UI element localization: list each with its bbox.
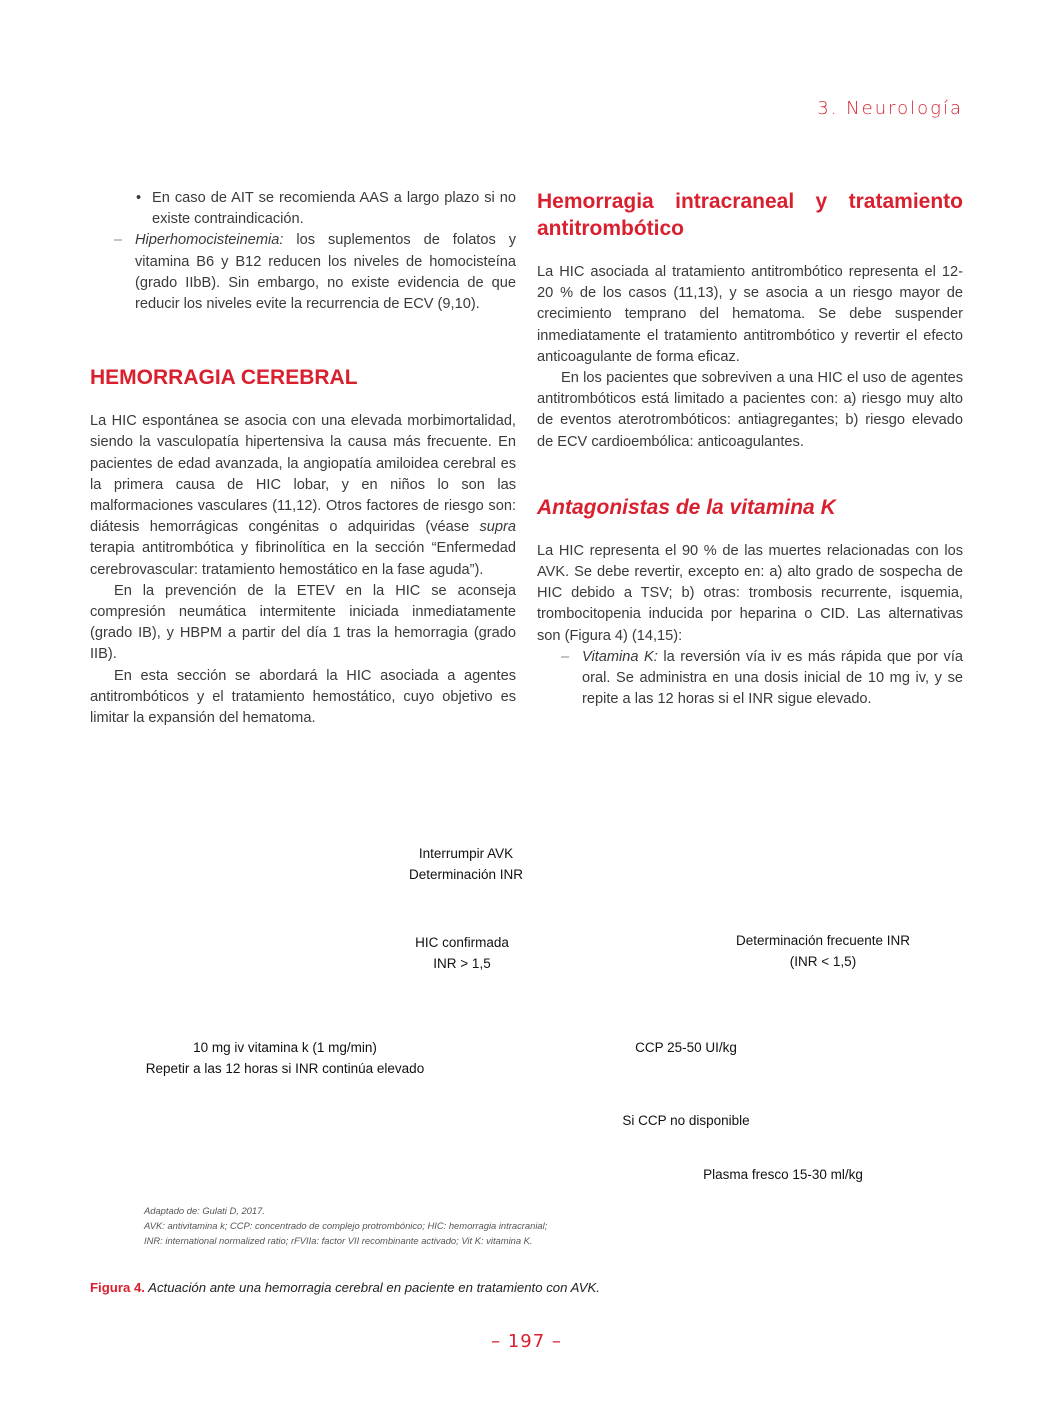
dash-term: Vitamina K: [582, 648, 658, 665]
flow-node-line: INR > 1,5 [433, 956, 491, 971]
dash-term: Hiperhomocisteinemia: [135, 232, 284, 249]
flow-node-line: 10 mg iv vitamina k (1 mg/min) [193, 1040, 377, 1055]
figure-caption-text: Actuación ante una hemorragia cerebral en paciente en tratamiento con AVK. [144, 1280, 600, 1295]
flow-node-ccp-unavailable: Si CCP no disponible [622, 1113, 750, 1128]
left-column [90, 188, 516, 729]
figure-caption-label: Figura 4. [90, 1280, 145, 1295]
paragraph: En los pacientes que sobreviven a una HIC el uso de agentes antitrombóticos está limitado a pacientes con: a) riesgo muy alto de eventos aterotrombóticos: antiagregantes; b) riesgo elevado de ECV cardioembólica: anticoagulantes. [537, 370, 963, 450]
dash-mark: – [114, 232, 123, 249]
dash-body: la reversión vía iv es más rápida que por vía oral. Se administra en una dosis inicial de 10 mg iv, y se repite a las 12 horas si el INR sigue elevado. [582, 648, 963, 708]
flow-node-ccp: CCP 25-50 UI/kg [635, 1040, 737, 1055]
flow-node-line: HIC confirmada [415, 935, 509, 950]
flow-node-vitamin-k [120, 1037, 450, 1079]
chapter-header: 3. Neurología [817, 98, 963, 119]
flow-node-confirmed [392, 932, 532, 974]
paragraph: La HIC asociada al tratamiento antitrombótico representa el 12-20 % de los casos (11,13), y se asocia a un riesgo mayor de crecimiento temprano del hematoma. Se debe suspender inmediatamente el tratamiento antitrombótico y revertir el efecto anticoagulante de forma eficaz. [537, 264, 963, 365]
right-column [537, 188, 963, 710]
paragraph: En la prevención de la ETEV en la HIC se aconseja compresión neumática intermitente iniciada inmediatamente (grado IB), y HBPM a partir del día 1 tras la hemorragia (grado IIB). [90, 582, 516, 663]
flow-node-line: Interrumpir AVK [418, 846, 514, 861]
paragraph-italic: supra [479, 519, 516, 536]
paragraph: La HIC representa el 90 % de las muertes relacionadas con los AVK. Se debe revertir, excepto en: a) alto grado de sospecha de HIC debido a TSV; b) otras: trombosis recurrente, isquemia, trombocitopenia inducida por heparina o CID. Las alternativas son (Figura 4) (14,15): [537, 542, 963, 644]
bullet-text: En caso de AIT se recomienda AAS a largo plazo si no existe contraindicación. [152, 190, 516, 228]
dash-body: los suplementos de folatos y vitamina B6 y B12 reducen los niveles de homocisteína (grado IIbB). Sin embargo, no existe evidencia de que reducir los niveles evite la recurrencia de ECV (9,10). [135, 232, 516, 313]
flow-node-line: Determinación INR [408, 867, 524, 882]
paragraph [90, 411, 516, 581]
figure-note-line: INR: international normalized ratio; rFVIIa: factor VII recombinante activado; Vit K: vitamina K. [144, 1235, 533, 1246]
figure-caption [90, 1280, 600, 1295]
bullet-mark: • [136, 190, 142, 206]
page-number: – 197 – [491, 1331, 562, 1352]
paragraph-part: terapia antitrombótica y fibrinolítica en la sección “Enfermedad cerebrovascular: tratamiento hemostático en la fase aguda”). [90, 540, 516, 578]
flow-node-line: Determinación frecuente INR [735, 933, 911, 948]
section-heading: Hemorragia intracraneal y tratamiento antitrombótico [537, 190, 963, 240]
flow-node-interrupt [386, 843, 546, 885]
figure-note-line: Adaptado de: Gulati D, 2017. [144, 1205, 265, 1216]
subsection-heading: Antagonistas de la vitamina K [537, 495, 836, 519]
flow-node-frequent-inr [718, 930, 928, 972]
flow-node-plasma: Plasma fresco 15-30 ml/kg [703, 1167, 863, 1182]
flow-node-line: (INR < 1,5) [789, 954, 857, 969]
dash-item [561, 647, 963, 711]
paragraph: En esta sección se abordará la HIC asociada a agentes antitrombóticos y el tratamiento hemostático, cuyo objetivo es limitar la expansión del hematoma. [90, 667, 516, 727]
figure-note-line: AVK: antivitamina k; CCP: concentrado de complejo protrombónico; HIC: hemorragia intracranial; [144, 1220, 548, 1231]
flow-node-line: Repetir a las 12 horas si INR continúa elevado [145, 1061, 425, 1076]
section-heading: HEMORRAGIA CEREBRAL [90, 366, 358, 390]
paragraph-part: La HIC espontánea se asocia con una elevada morbimortalidad, siendo la vasculopatía hipertensiva la causa más frecuente. En pacientes de edad avanzada, la angiopatía amiloidea cerebral es la primera causa de HIC lobar, y en niños lo son las malformaciones vasculares (11,12). Otros factores de riesgo son: diátesis hemorrágicas congénitas o adquiridas (véase [90, 413, 516, 536]
bullet-item [136, 188, 516, 230]
dash-mark: – [561, 648, 570, 665]
dash-item [114, 230, 516, 315]
dash-text [135, 230, 516, 315]
figure-notes [144, 1203, 664, 1248]
dash-text [582, 647, 963, 711]
